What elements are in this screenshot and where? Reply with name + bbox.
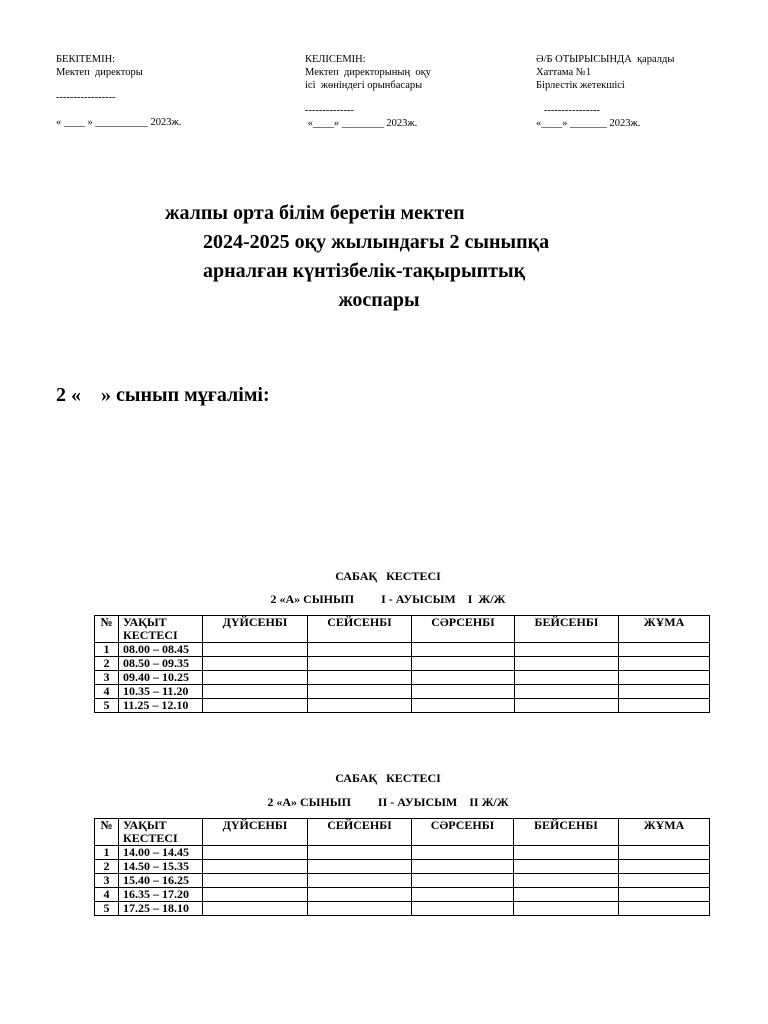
document-title-line1: жалпы орта білім беретін мектеп <box>165 202 465 224</box>
col-header-thursday: БЕЙСЕНБІ <box>514 819 619 846</box>
row-time: 09.40 – 10.25 <box>119 671 203 685</box>
lesson-cell[interactable] <box>203 657 308 671</box>
agreement-label: КЕЛІСЕМІН: <box>305 54 366 65</box>
row-time: 15.40 – 16.25 <box>119 874 203 888</box>
table-row <box>95 902 710 916</box>
lesson-cell[interactable] <box>619 874 710 888</box>
lesson-cell[interactable] <box>412 846 514 860</box>
lesson-cell[interactable] <box>412 643 515 657</box>
lesson-cell[interactable] <box>514 846 619 860</box>
review-block-association <box>536 53 674 130</box>
col-header-tuesday: СЕЙСЕНБІ <box>308 616 412 643</box>
lesson-cell[interactable] <box>515 699 619 713</box>
lesson-cell[interactable] <box>515 643 619 657</box>
lesson-cell[interactable] <box>412 685 515 699</box>
lesson-cell[interactable] <box>619 888 710 902</box>
schedule-table-shift-1 <box>94 615 710 713</box>
schedule-table-shift-2 <box>94 818 710 916</box>
lesson-cell[interactable] <box>308 685 412 699</box>
agreement-block-deputy <box>305 53 431 130</box>
row-time: 11.25 – 12.10 <box>119 699 203 713</box>
lesson-cell[interactable] <box>412 699 515 713</box>
col-header-friday: ЖҰМА <box>619 616 710 643</box>
schedule-subtitle: 2 «А» СЫНЫП І - АУЫСЫМ І Ж/Ж <box>270 592 506 606</box>
lesson-cell[interactable] <box>308 699 412 713</box>
lesson-cell[interactable] <box>514 888 619 902</box>
lesson-cell[interactable] <box>412 874 514 888</box>
table-row <box>95 657 710 671</box>
lesson-cell[interactable] <box>619 860 710 874</box>
date-line: « ____ » __________ 2023ж. <box>56 117 182 128</box>
lesson-cell[interactable] <box>412 860 514 874</box>
lesson-cell[interactable] <box>203 888 308 902</box>
row-time: 16.35 – 17.20 <box>119 888 203 902</box>
col-header-time: УАҚЫТ КЕСТЕСІ <box>119 616 203 643</box>
date-line: «____» ________ 2023ж. <box>305 118 418 129</box>
lesson-cell[interactable] <box>412 671 515 685</box>
lesson-cell[interactable] <box>203 846 308 860</box>
signature-line: ----------------- <box>56 92 116 103</box>
approval-block-director <box>56 53 181 129</box>
table-header-row <box>95 616 710 643</box>
lesson-cell[interactable] <box>515 657 619 671</box>
lesson-cell[interactable] <box>412 657 515 671</box>
lesson-cell[interactable] <box>203 685 308 699</box>
lesson-cell[interactable] <box>308 846 412 860</box>
lesson-cell[interactable] <box>515 685 619 699</box>
lesson-cell[interactable] <box>203 699 308 713</box>
row-time: 17.25 – 18.10 <box>119 902 203 916</box>
col-header-num: № <box>95 616 119 643</box>
teacher-line: 2 « » сынып мұғалімі: <box>56 384 270 406</box>
table-row <box>95 643 710 657</box>
table-row <box>95 846 710 860</box>
signature-line: -------------- <box>305 105 354 116</box>
schedule-title: САБАҚ КЕСТЕСІ <box>335 771 441 785</box>
row-num: 2 <box>95 860 119 874</box>
document-title-line2: 2024-2025 оқу жылындағы 2 сыныпқа <box>203 231 550 253</box>
row-time: 08.00 – 08.45 <box>119 643 203 657</box>
row-num: 4 <box>95 685 119 699</box>
row-time: 10.35 – 11.20 <box>119 685 203 699</box>
table-row <box>95 874 710 888</box>
lesson-cell[interactable] <box>308 657 412 671</box>
protocol-number: Хаттама №1 <box>536 67 592 78</box>
row-num: 3 <box>95 671 119 685</box>
table-row <box>95 888 710 902</box>
lesson-cell[interactable] <box>203 643 308 657</box>
col-header-monday: ДҮЙСЕНБІ <box>203 819 308 846</box>
table-row <box>95 699 710 713</box>
lesson-cell[interactable] <box>203 902 308 916</box>
row-num: 3 <box>95 874 119 888</box>
document-title-line4: жоспары <box>338 289 420 311</box>
lesson-cell[interactable] <box>308 860 412 874</box>
row-num: 5 <box>95 699 119 713</box>
lesson-cell[interactable] <box>514 902 619 916</box>
row-num: 5 <box>95 902 119 916</box>
lesson-cell[interactable] <box>619 699 710 713</box>
approval-label: БЕКІТЕМІН: <box>56 54 116 65</box>
table-row <box>95 671 710 685</box>
col-header-num: № <box>95 819 119 846</box>
lesson-cell[interactable] <box>308 671 412 685</box>
lesson-cell[interactable] <box>619 685 710 699</box>
lesson-cell[interactable] <box>514 874 619 888</box>
row-num: 2 <box>95 657 119 671</box>
row-num: 1 <box>95 643 119 657</box>
review-label: Ә/Б ОТЫРЫСЫНДА қаралды <box>536 54 675 65</box>
lesson-cell[interactable] <box>619 846 710 860</box>
lesson-cell[interactable] <box>412 888 514 902</box>
agreement-role-line1: Мектеп директорының оқу <box>305 67 431 78</box>
table-header-row <box>95 819 710 846</box>
col-header-monday: ДҮЙСЕНБІ <box>203 616 308 643</box>
col-header-thursday: БЕЙСЕНБІ <box>515 616 619 643</box>
lesson-cell[interactable] <box>308 902 412 916</box>
lesson-cell[interactable] <box>515 671 619 685</box>
lesson-cell[interactable] <box>619 671 710 685</box>
lesson-cell[interactable] <box>514 860 619 874</box>
schedule-subtitle: 2 «А» СЫНЫП ІІ - АУЫСЫМ ІІ Ж/Ж <box>267 795 509 809</box>
lesson-cell[interactable] <box>203 860 308 874</box>
lesson-cell[interactable] <box>308 888 412 902</box>
row-num: 4 <box>95 888 119 902</box>
lesson-cell[interactable] <box>619 643 710 657</box>
date-line: «____» _______ 2023ж. <box>536 118 641 129</box>
document-title-line3: арналған күнтізбелік-тақырыптық <box>203 260 526 282</box>
row-time: 14.00 – 14.45 <box>119 846 203 860</box>
col-header-wednesday: СӘРСЕНБІ <box>412 819 514 846</box>
schedule-title: САБАҚ КЕСТЕСІ <box>335 569 441 583</box>
lesson-cell[interactable] <box>203 671 308 685</box>
col-header-wednesday: СӘРСЕНБІ <box>412 616 515 643</box>
lesson-cell[interactable] <box>203 874 308 888</box>
col-header-friday: ЖҰМА <box>619 819 710 846</box>
signature-line: ---------------- <box>536 105 600 116</box>
row-time: 14.50 – 15.35 <box>119 860 203 874</box>
agreement-role-line2: ісі жөніндегі орынбасары <box>305 80 423 91</box>
lesson-cell[interactable] <box>308 643 412 657</box>
lesson-cell[interactable] <box>619 902 710 916</box>
table-row <box>95 860 710 874</box>
lesson-cell[interactable] <box>619 657 710 671</box>
lesson-cell[interactable] <box>308 874 412 888</box>
col-header-time: УАҚЫТ КЕСТЕСІ <box>119 819 203 846</box>
col-header-tuesday: СЕЙСЕНБІ <box>308 819 412 846</box>
table-row <box>95 685 710 699</box>
approval-role: Мектеп директоры <box>56 67 143 78</box>
row-time: 08.50 – 09.35 <box>119 657 203 671</box>
lesson-cell[interactable] <box>412 902 514 916</box>
row-num: 1 <box>95 846 119 860</box>
association-head: Бірлестік жетекшісі <box>536 80 625 91</box>
